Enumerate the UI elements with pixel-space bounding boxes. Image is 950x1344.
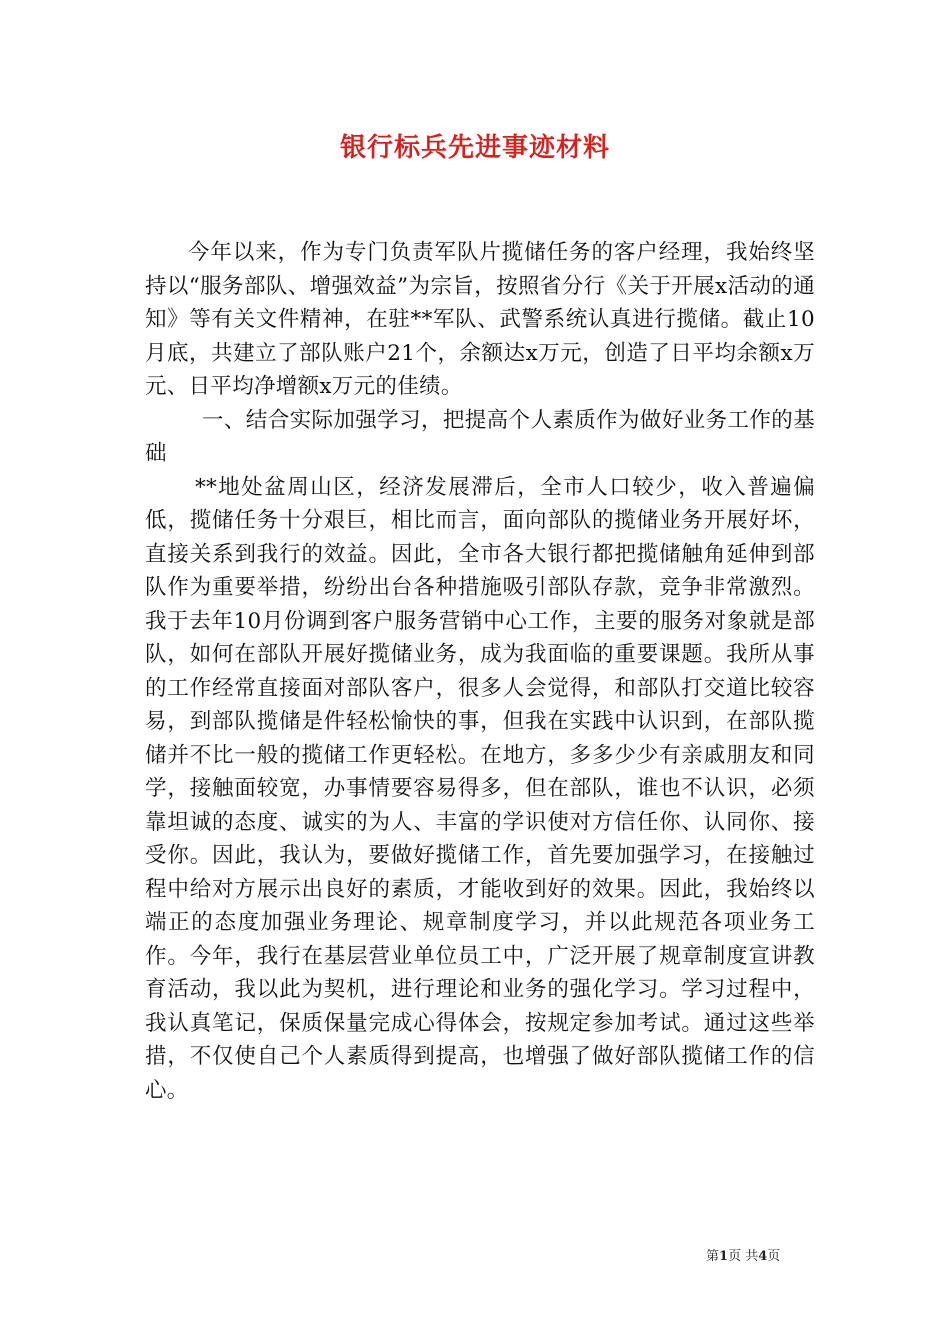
footer-current-page: 1	[719, 1249, 729, 1264]
footer-middle: 页 共	[728, 1249, 759, 1264]
page-number-footer	[706, 1248, 780, 1266]
footer-total-pages: 4	[758, 1249, 768, 1264]
document-body	[145, 236, 815, 1107]
footer-suffix: 页	[767, 1249, 781, 1264]
footer-prefix: 第	[706, 1249, 720, 1264]
section-heading-1: 一、结合实际加强学习，把提高个人素质作为做好业务工作的基础	[145, 407, 815, 466]
paragraph-intro: 今年以来，作为专门负责军队片揽储任务的客户经理，我始终坚持以“服务部队、增强效益”为宗旨，按照省分行《关于开展x活动的通知》等有关文件精神，在驻**军队、武警系统认真进行揽储。截止10月底，共建立了部队账户21个，余额达x万元，创造了日平均余额x万元、日平均净增额x万元的佳绩。	[145, 240, 815, 399]
document-title: 银行标兵先进事迹材料	[339, 133, 610, 163]
paragraph-section-1: **地处盆周山区，经济发展滞后，全市人口较少，收入普遍偏低，揽储任务十分艰巨，相比而言，面向部队的揽储业务开展好坏，直接关系到我行的效益。因此，全市各大银行都把揽储触角延伸到部队作为重要举措，纷纷出台各种措施吸引部队存款，竞争非常激烈。我于去年10月份调到客户服务营销中心工作，主要的服务对象就是部队，如何在部队开展好揽储业务，成为我面临的重要课题。我所从事的工作经常直接面对部队客户，很多人会觉得，和部队打交道比较容易，到部队揽储是件轻松愉快的事，但我在实践中认识到，在部队揽储并不比一般的揽储工作更轻松。在地方，多多少少有亲戚朋友和同学，接触面较宽，办事情要容易得多，但在部队，谁也不认识，必须靠坦诚的态度、诚实的为人、丰富的学识使对方信任你、认同你、接受你。因此，我认为，要做好揽储工作，首先要加强学习，在接触过程中给对方展示出良好的素质，才能收到好的效果。因此，我始终以端正的态度加强业务理论、规章制度学习，并以此规范各项业务工作。今年，我行在基层营业单位员工中，广泛开展了规章制度宣讲教育活动，我以此为契机，进行理论和业务的强化学习。学习过程中，我认真笔记，保质保量完成心得体会，按规定参加考试。通过这些举措，不仅使自己个人素质得到提高，也增强了做好部队揽储工作的信心。	[145, 474, 815, 1103]
